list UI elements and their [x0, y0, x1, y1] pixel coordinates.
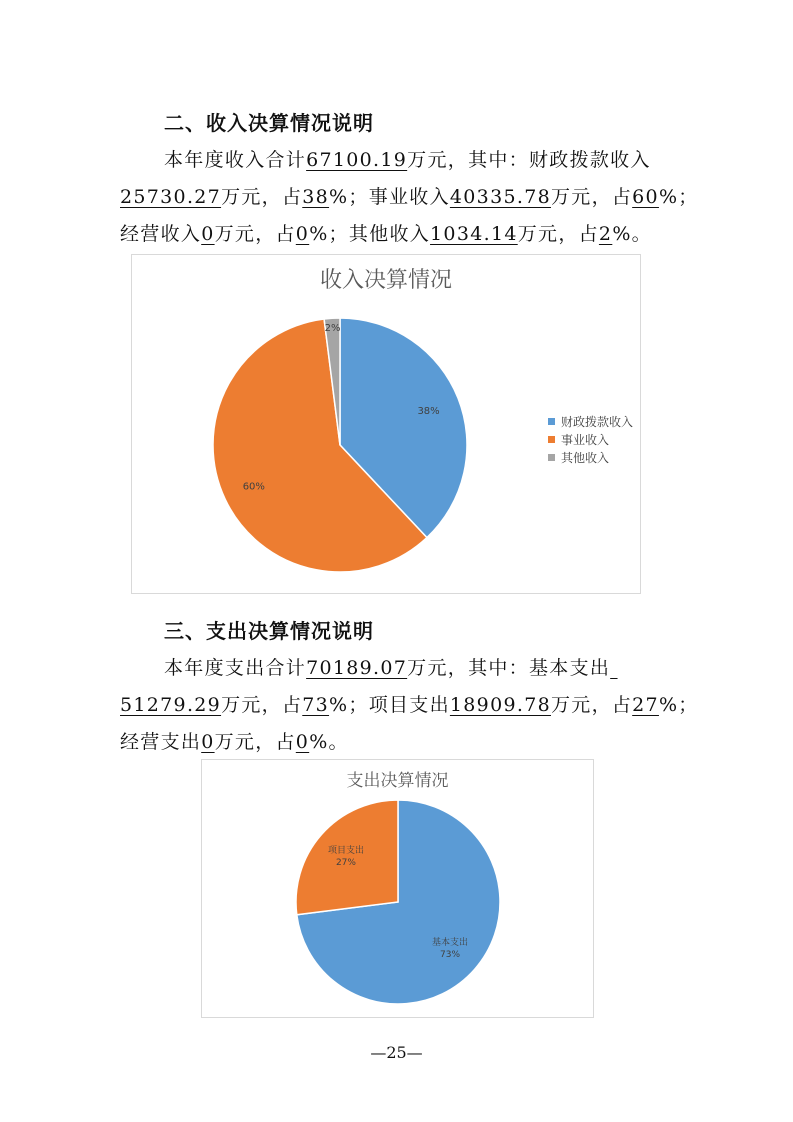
legend-label: 事业收入: [561, 432, 610, 447]
text: 万元，其中：财政拨款收入: [407, 149, 651, 171]
underline-gap: [610, 657, 617, 679]
basic-expense: 51279.29: [120, 694, 222, 716]
expense-total: 70189.07: [306, 657, 408, 679]
text: 万元，占: [221, 186, 303, 208]
text: %；: [658, 694, 699, 716]
fiscal-income: 25730.27: [120, 186, 222, 208]
section-heading-income: 二、收入决算情况说明: [164, 111, 374, 135]
expense-chart: [201, 759, 594, 1018]
text: 经营支出: [120, 731, 202, 753]
slice-data-label: 60%: [242, 481, 265, 493]
text: %；事业收入: [329, 186, 450, 208]
section-heading-expense: 三、支出决算情况说明: [164, 619, 374, 643]
operating-income: 0: [201, 223, 215, 245]
text: 万元，占: [221, 694, 303, 716]
income-paragraph-line1: [164, 145, 651, 172]
expense-paragraph-line1: [164, 653, 618, 680]
text: %。: [309, 731, 349, 753]
text: %；项目支出: [329, 694, 450, 716]
income-total: 67100.19: [306, 149, 408, 171]
legend-item: [548, 448, 633, 466]
text: %。: [612, 223, 652, 245]
income-paragraph-line2: [120, 182, 699, 209]
slice-data-label: 27%: [335, 858, 356, 869]
text: 万元，占: [550, 694, 633, 716]
slice-category-label: 基本支出: [432, 937, 469, 948]
chart-title: 支出决算情况: [346, 771, 449, 791]
legend-swatch: [548, 436, 555, 443]
business-income: 40335.78: [449, 186, 551, 208]
legend-label: 财政拨款收入: [561, 414, 634, 429]
text: 经营收入: [120, 223, 202, 245]
slice-data-label: 73%: [440, 949, 461, 960]
text: 万元，占: [214, 223, 296, 245]
legend-item: [548, 412, 633, 430]
slice-data-label: 38%: [417, 405, 440, 417]
operating-expense: 0: [201, 731, 215, 753]
basic-pct: 73: [302, 694, 330, 716]
chart-legend: [548, 412, 633, 466]
text: %；: [658, 186, 699, 208]
other-pct: 2: [598, 223, 613, 245]
slice-data-label: 2%: [324, 323, 341, 335]
income-chart: [131, 254, 641, 594]
fiscal-pct: 38: [302, 186, 330, 208]
operating-expense-pct: 0: [295, 731, 310, 753]
legend-label: 其他收入: [561, 450, 610, 465]
legend-item: [548, 430, 633, 448]
slice-category-label: 项目支出: [327, 846, 364, 857]
text: 本年度收入合计: [164, 149, 307, 171]
page-number: —25—: [370, 1043, 423, 1062]
business-pct: 60: [632, 186, 659, 208]
income-paragraph-line3: [120, 219, 652, 246]
expense-pie-svg: [202, 760, 593, 1017]
expense-paragraph-line2: [120, 690, 699, 717]
project-expense: 18909.78: [449, 694, 551, 716]
legend-swatch: [548, 418, 555, 425]
text: 万元，其中：基本支出: [407, 657, 611, 679]
text: 万元，占: [214, 731, 296, 753]
legend-swatch: [548, 454, 555, 461]
other-income: 1034.14: [430, 223, 518, 245]
text: 万元，占: [550, 186, 633, 208]
chart-title: 收入决算情况: [319, 268, 452, 293]
text: 万元，占: [517, 223, 599, 245]
expense-paragraph-line3: [120, 727, 349, 754]
project-pct: 27: [632, 694, 659, 716]
text: %；其他收入: [309, 223, 431, 245]
operating-pct: 0: [295, 223, 310, 245]
text: 本年度支出合计: [164, 657, 307, 679]
